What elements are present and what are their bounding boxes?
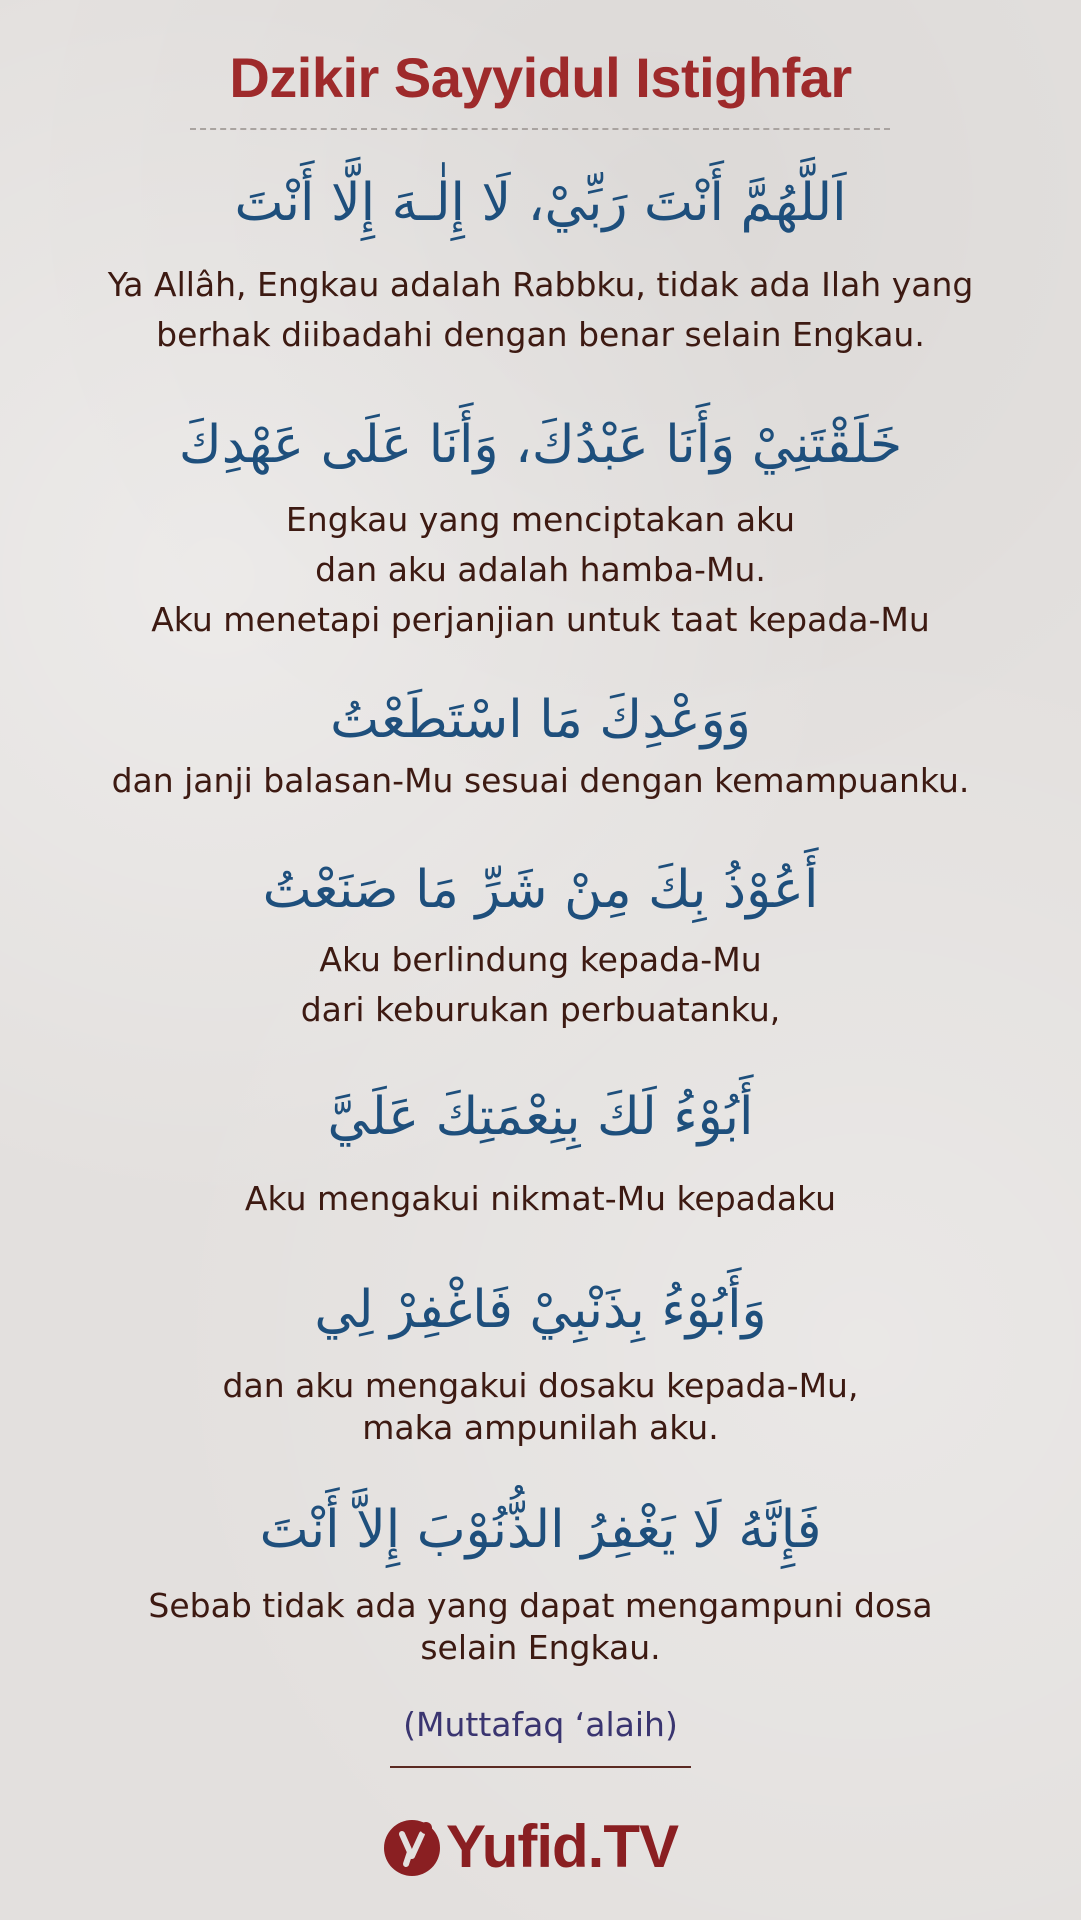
translation-line: selain Engkau.	[420, 1628, 661, 1667]
translation-line: Aku mengakui nikmat-Mu kepadaku	[244, 1179, 837, 1218]
title-divider	[190, 128, 890, 130]
translation-line: Engkau yang menciptakan aku	[285, 500, 796, 539]
translation-line: maka ampunilah aku.	[362, 1408, 719, 1447]
translation-line: Aku menetapi perjanjian untuk taat kepada-Mu	[151, 600, 930, 639]
verse-5-translation	[40, 1174, 1041, 1224]
source-divider	[390, 1766, 691, 1768]
translation-line: dan aku mengakui dosaku kepada-Mu,	[222, 1366, 859, 1405]
translation-line: Aku berlindung kepada-Mu	[319, 940, 762, 979]
hadith-source: (Muttafaq ‘alaih)	[403, 1705, 678, 1744]
verse-2-translation	[40, 495, 1041, 645]
verse-3-translation	[40, 756, 1041, 806]
translation-line: Sebab tidak ada yang dapat mengampuni dosa	[148, 1586, 933, 1625]
translation-line: dan janji balasan-Mu sesuai dengan kemampuanku.	[111, 761, 970, 800]
translation-line: Ya Allâh, Engkau adalah Rabbku, tidak ada Ilah yang	[107, 265, 974, 304]
verse-1-translation	[40, 260, 1041, 360]
verse-2-arabic: خَلَقْتَنِيْ وَأَنَا عَبْدُكَ، وَأَنَا عَلَى عَهْدِكَ	[178, 415, 903, 475]
verse-4-translation	[40, 935, 1041, 1035]
yufid-logo	[380, 1812, 720, 1882]
verse-4-arabic: أَعُوْذُ بِكَ مِنْ شَرِّ مَا صَنَعْتُ	[262, 860, 819, 920]
translation-line: dari keburukan perbuatanku,	[300, 990, 781, 1029]
verse-6-arabic: وَأَبُوْءُ بِذَنْبِيْ فَاغْفِرْ لِي	[314, 1280, 767, 1340]
translation-line: dan aku adalah hamba-Mu.	[315, 550, 766, 589]
translation-line: berhak diibadahi dengan benar selain Engkau.	[156, 315, 925, 354]
yufid-logo-icon	[380, 1814, 444, 1878]
verse-3-arabic: وَوَعْدِكَ مَا اسْتَطَعْتُ	[330, 690, 751, 750]
verse-7-translation	[40, 1585, 1041, 1669]
verse-1-arabic: اَللَّهُمَّ أَنْتَ رَبِّيْ، لَا إِلٰـهَ إِلَّا أَنْتَ	[234, 173, 847, 233]
page-title: Dzikir Sayyidul Istighfar	[229, 46, 852, 109]
verse-7-arabic: فَإِنَّهُ لَا يَغْفِرُ الذُّنُوْبَ إِلاَّ أَنْتَ	[259, 1500, 822, 1560]
logo-wordmark: Yufid.TV	[446, 1813, 678, 1880]
verse-6-translation	[40, 1365, 1041, 1449]
verse-5-arabic: أَبُوْءُ لَكَ بِنِعْمَتِكَ عَلَيَّ	[327, 1087, 754, 1147]
